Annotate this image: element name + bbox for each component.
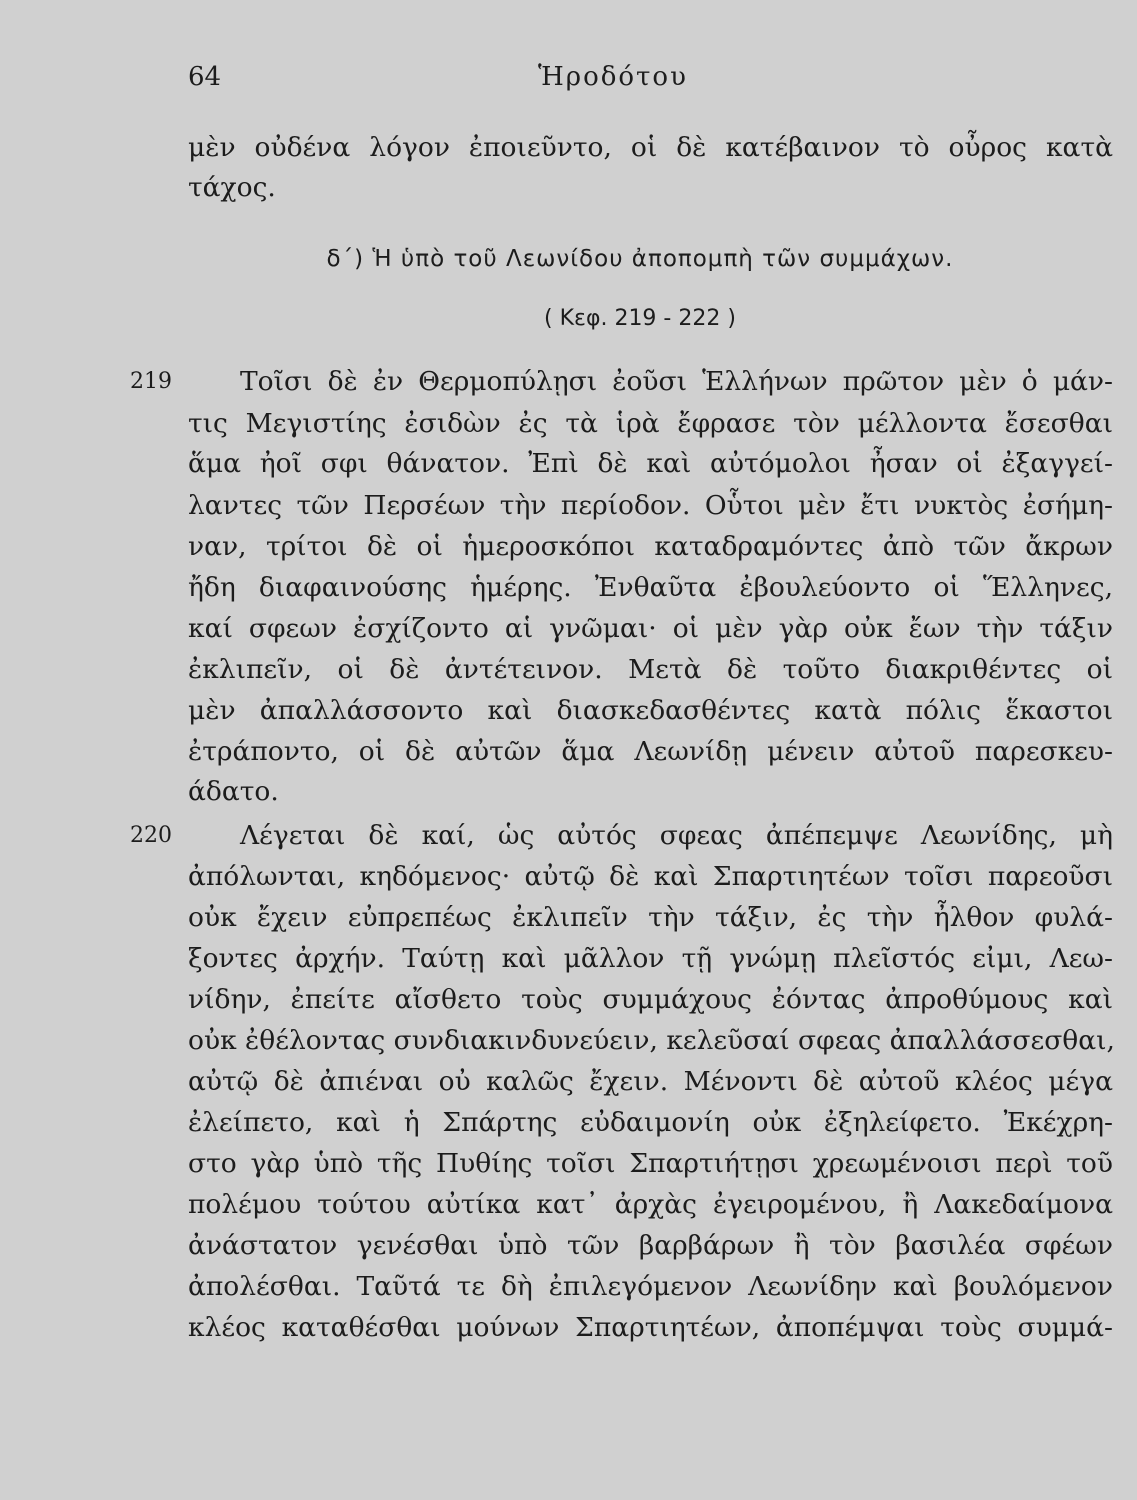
chapter-number: 219 xyxy=(130,369,172,394)
text-line: οὐκ ἐθέλοντας συνδιακινδυνεύειν, κελεῦσαί σφεας ἀπαλλάσσεσθαι, xyxy=(188,1025,1115,1056)
text-line: άδατο. xyxy=(188,776,279,807)
text-line: πολέμου τούτου αὐτίκα κατ᾽ ἀρχὰς ἐγειρομένου, ἢ Λακεδαίμονα xyxy=(188,1189,1113,1220)
text-line: ἅμα ἠοῖ σφι θάνατον. Ἐπὶ δὲ καὶ αὐτόμολοι ἦσαν οἱ ἐξαγγεί- xyxy=(188,448,1113,479)
text-line: ἐκλιπεῖν, οἱ δὲ ἀντέτεινον. Μετὰ δὲ τοῦτο διακριθέντες οἱ xyxy=(188,654,1113,685)
text-line: ἐτράποντο, οἱ δὲ αὐτῶν ἅμα Λεωνίδῃ μένειν αὐτοῦ παρεσκευ- xyxy=(188,736,1113,767)
running-title: Ἡροδότου xyxy=(538,62,688,92)
chapter-number: 220 xyxy=(130,823,172,848)
text-line: Λέγεται δὲ καί, ὡς αὐτός σφεας ἀπέπεμψε Λεωνίδης, μὴ xyxy=(240,820,1113,851)
text-line: τις Μεγιστίης ἐσιδὼν ἐς τὰ ἱρὰ ἔφρασε τὸν μέλλοντα ἔσεσθαι xyxy=(188,408,1113,439)
chapter-reference: ( Κεφ. 219 - 222 ) xyxy=(544,306,736,331)
section-heading: δ΄) Ἡ ὑπὸ τοῦ Λεωνίδου ἀποπομπὴ τῶν συμμάχων. xyxy=(326,246,954,272)
text-line: ἤδη διαφαινούσης ἡμέρης. Ἐνθαῦτα ἐβουλεύοντο οἱ Ἕλληνες, xyxy=(188,572,1113,603)
text-line: κλέος καταθέσθαι μούνων Σπαρτιητέων, ἀποπέμψαι τοὺς συμμά- xyxy=(188,1312,1113,1343)
text-line: λαντες τῶν Περσέων τὴν περίοδον. Οὗτοι μὲν ἔτι νυκτὸς ἐσήμη- xyxy=(188,490,1113,521)
text-line: ἀνάστατον γενέσθαι ὑπὸ τῶν βαρβάρων ἢ τὸν βασιλέα σφέων xyxy=(188,1230,1113,1261)
text-line: καί σφεων ἐσχίζοντο αἱ γνῶμαι· οἱ μὲν γὰρ οὐκ ἔων τὴν τάξιν xyxy=(188,613,1113,644)
page-number: 64 xyxy=(188,62,222,92)
text-line: μὲν ἀπαλλάσσοντο καὶ διασκεδασθέντες κατὰ πόλις ἕκαστοι xyxy=(188,695,1113,726)
text-line: ἀπολέσθαι. Ταῦτά τε δὴ ἐπιλεγόμενον Λεωνίδην καὶ βουλόμενον xyxy=(188,1271,1113,1302)
text-line: μὲν οὐδένα λόγον ἐποιεῦντο, οἱ δὲ κατέβαινον τὸ οὖρος κατὰ xyxy=(188,132,1113,163)
text-line: στο γὰρ ὑπὸ τῆς Πυθίης τοῖσι Σπαρτιήτῃσι χρεωμένοισι περὶ τοῦ xyxy=(188,1148,1113,1179)
text-line: Τοῖσι δὲ ἐν Θερμοπύλῃσι ἐοῦσι Ἑλλήνων πρῶτον μὲν ὁ μάν- xyxy=(240,366,1113,397)
running-head xyxy=(188,62,1020,102)
text-line: οὐκ ἔχειν εὐπρεπέως ἐκλιπεῖν τὴν τάξιν, ἐς τὴν ἦλθον φυλά- xyxy=(188,902,1113,933)
text-line: αὐτῷ δὲ ἀπιέναι οὐ καλῶς ἔχειν. Μένοντι δὲ αὐτοῦ κλέος μέγα xyxy=(188,1066,1113,1097)
text-line: ναν, τρίτοι δὲ οἱ ἡμεροσκόποι καταδραμόντες ἀπὸ τῶν ἄκρων xyxy=(188,531,1113,562)
text-line: ξοντες ἀρχήν. Ταύτῃ καὶ μᾶλλον τῇ γνώμῃ πλεῖστός εἰμι, Λεω- xyxy=(188,943,1113,974)
text-line: ἀπόλωνται, κηδόμενος· αὐτῷ δὲ καὶ Σπαρτιητέων τοῖσι παρεοῦσι xyxy=(188,861,1113,892)
text-line: νίδην, ἐπείτε αἴσθετο τοὺς συμμάχους ἐόντας ἀπροθύμους καὶ xyxy=(188,984,1113,1015)
text-line: τάχος. xyxy=(188,172,276,203)
text-line: ἐλείπετο, καὶ ἡ Σπάρτης εὐδαιμονίη οὐκ ἐξηλείφετο. Ἐκέχρη- xyxy=(188,1107,1113,1138)
